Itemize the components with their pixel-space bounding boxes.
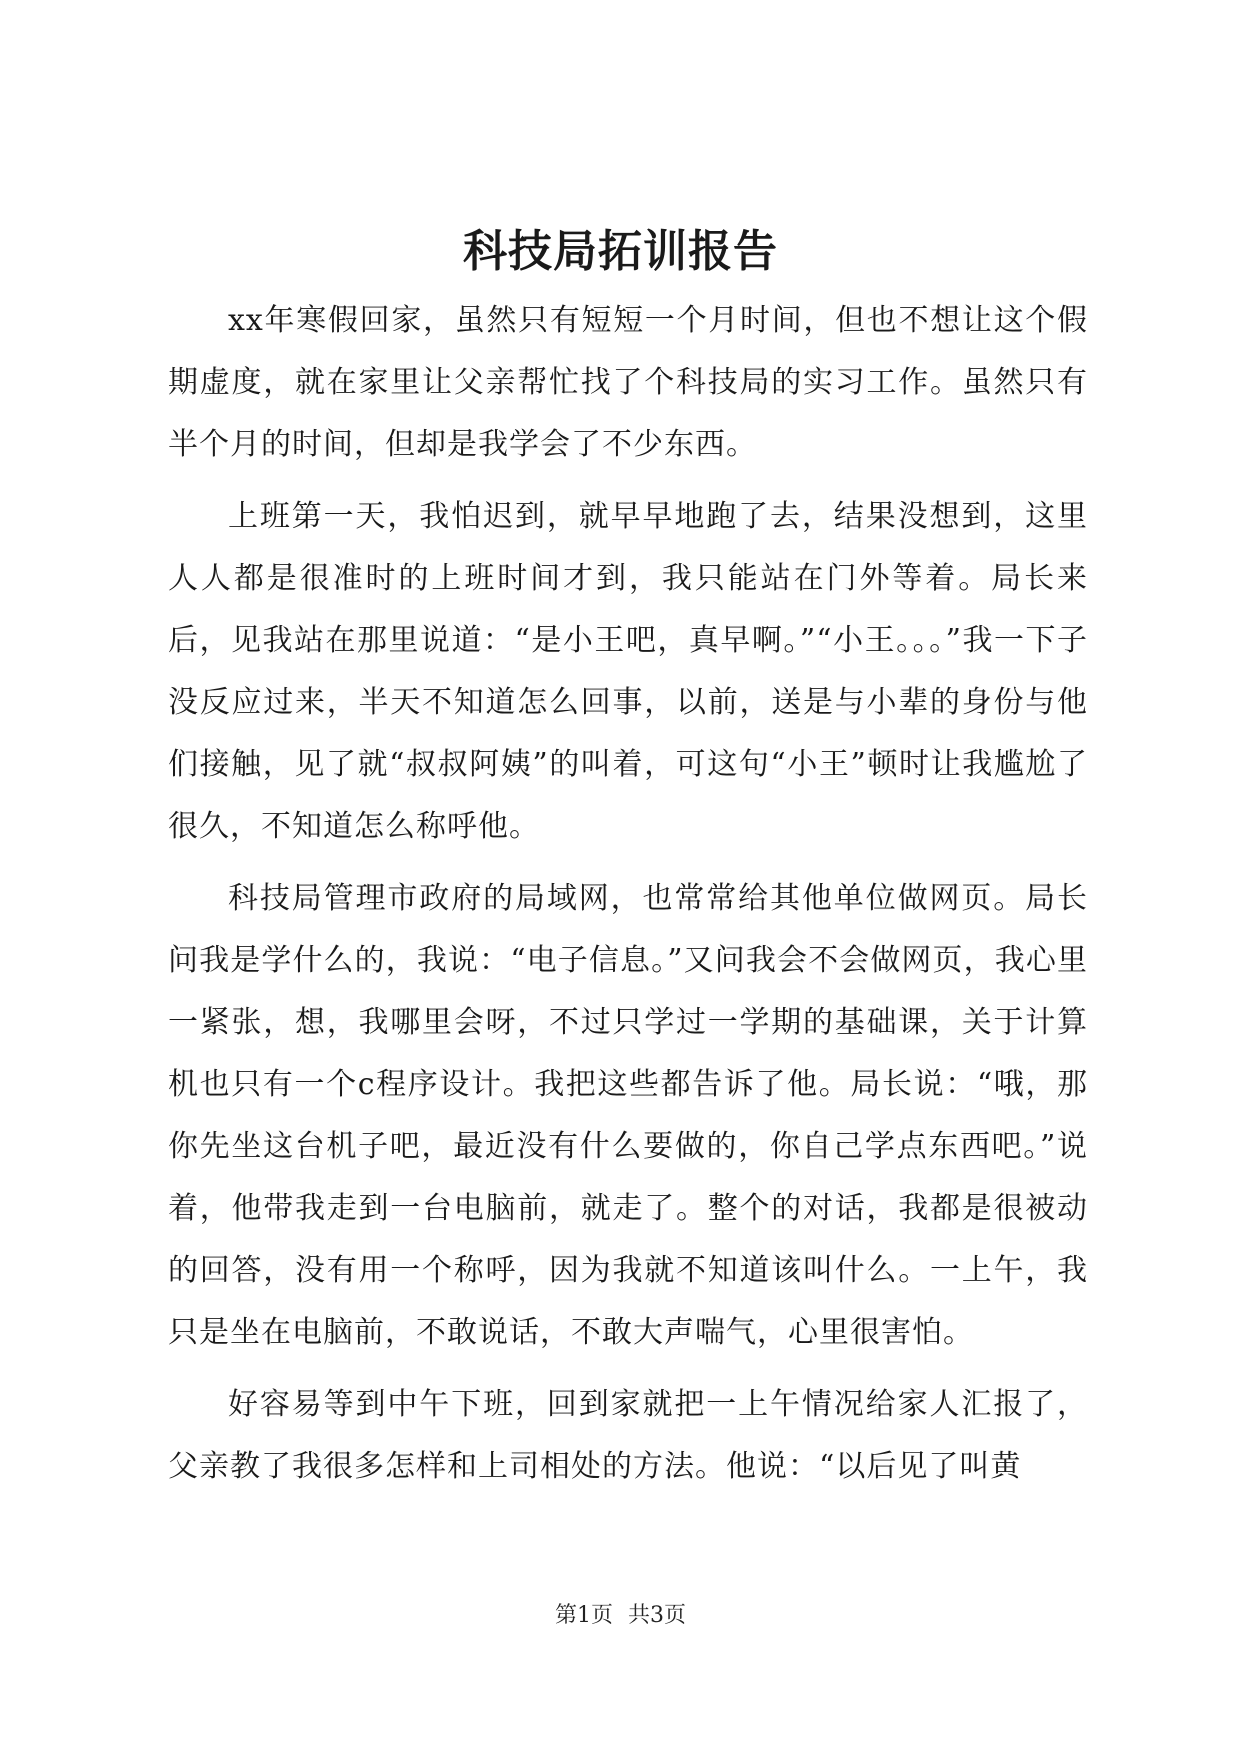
paragraph: xx年寒假回家，虽然只有短短一个月时间，但也不想让这个假期虚度，就在家里让父亲帮忙找了个科技局的实习工作。虽然只有半个月的时间，但却是我学会了不少东西。	[168, 303, 1088, 462]
page-footer	[0, 1601, 1241, 1631]
document-title: 科技局拓训报告	[463, 226, 778, 277]
page-number: 第1页	[555, 1603, 613, 1628]
paragraph: 上班第一天，我怕迟到，就早早地跑了去，结果没想到，这里人人都是很准时的上班时间才到，我只能站在门外等着。局长来后，见我站在那里说道：“是小王吧，真早啊。”“小王。。。”我一下子没反应过来，半天不知道怎么回事，以前，送是与小辈的身份与他们接触，见了就“叔叔阿姨”的叫着，可这句“小王”顿时让我尴尬了很久，不知道怎么称呼他。	[168, 499, 1088, 844]
paragraph: 科技局管理市政府的局域网，也常常给其他单位做网页。局长问我是学什么的，我说：“电子信息。”又问我会不会做网页，我心里一紧张，想，我哪里会呀，不过只学过一学期的基础课，关于计算机也只有一个c程序设计。我把这些都告诉了他。局长说：“哦，那你先坐这台机子吧，最近没有什么要做的，你自己学点东西吧。”说着，他带我走到一台电脑前，就走了。整个的对话，我都是很被动的回答，没有用一个称呼，因为我就不知道该叫什么。一上午，我只是坐在电脑前，不敢说话，不敢大声喘气，心里很害怕。	[168, 881, 1088, 1350]
paragraph: 好容易等到中午下班，回到家就把一上午情况给家人汇报了，父亲教了我很多怎样和上司相处的方法。他说：“以后见了叫黄	[168, 1387, 1088, 1484]
page-total: 共3页	[628, 1603, 686, 1628]
document-body	[168, 290, 1088, 1508]
